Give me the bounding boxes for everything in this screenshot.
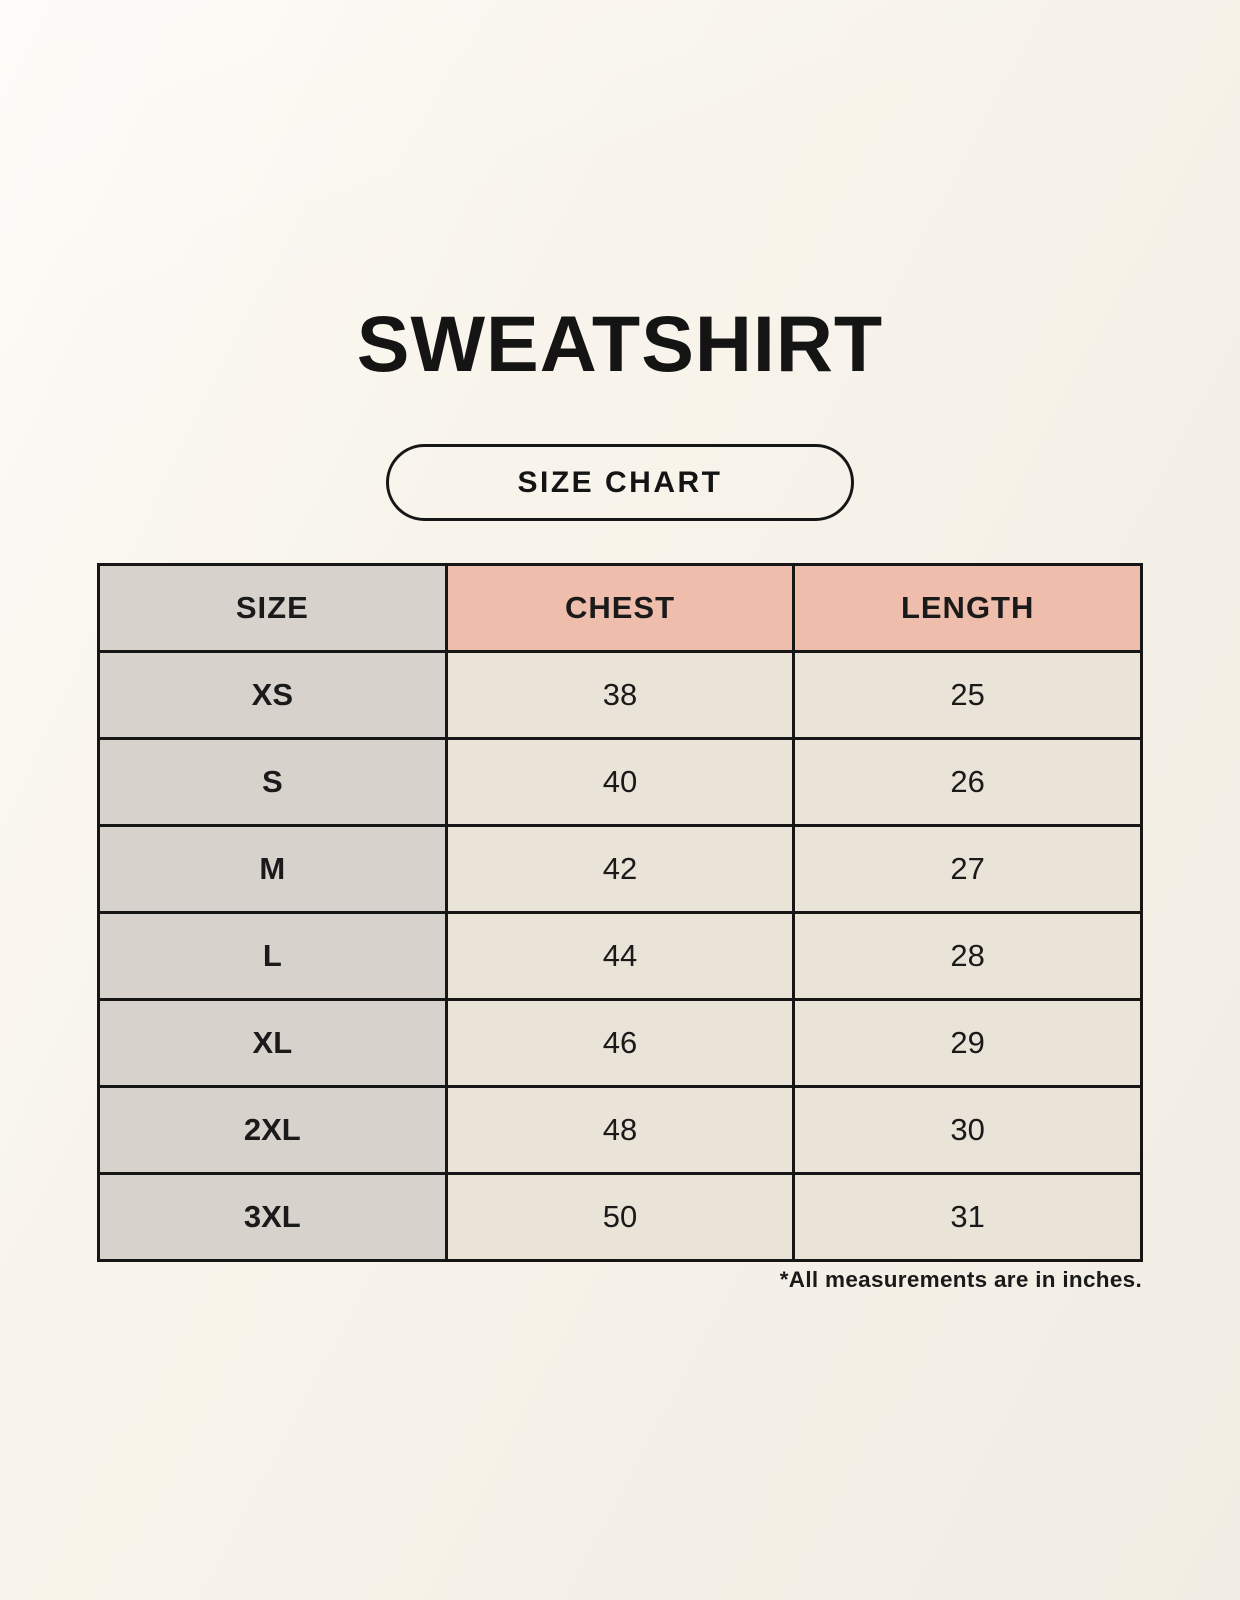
column-header-size: SIZE [99, 565, 447, 652]
size-cell: M [99, 826, 447, 913]
size-cell: XS [99, 652, 447, 739]
length-cell: 29 [794, 1000, 1142, 1087]
length-cell: 30 [794, 1087, 1142, 1174]
table-row [99, 1000, 1142, 1087]
table-row [99, 1087, 1142, 1174]
table-row [99, 1174, 1142, 1261]
chest-cell: 38 [446, 652, 794, 739]
size-cell: XL [99, 1000, 447, 1087]
table-header-row [99, 565, 1142, 652]
table-row [99, 913, 1142, 1000]
chest-cell: 40 [446, 739, 794, 826]
size-cell: 3XL [99, 1174, 447, 1261]
size-cell: L [99, 913, 447, 1000]
size-cell: 2XL [99, 1087, 447, 1174]
chest-cell: 50 [446, 1174, 794, 1261]
size-cell: S [99, 739, 447, 826]
table-row [99, 652, 1142, 739]
length-cell: 26 [794, 739, 1142, 826]
length-cell: 25 [794, 652, 1142, 739]
size-table [97, 563, 1143, 1262]
product-title: SWEATSHIRT [356, 299, 884, 388]
chest-cell: 48 [446, 1087, 794, 1174]
column-header-length: LENGTH [794, 565, 1142, 652]
length-cell: 31 [794, 1174, 1142, 1261]
length-cell: 28 [794, 913, 1142, 1000]
table-row [99, 739, 1142, 826]
length-cell: 27 [794, 826, 1142, 913]
chest-cell: 44 [446, 913, 794, 1000]
table-row [99, 826, 1142, 913]
chest-cell: 42 [446, 826, 794, 913]
chest-cell: 46 [446, 1000, 794, 1087]
measurements-footnote: *All measurements are in inches. [779, 1267, 1142, 1292]
column-header-chest: CHEST [446, 565, 794, 652]
size-chart-button[interactable] [386, 444, 854, 521]
size-chart-button-label: SIZE CHART [517, 465, 723, 499]
